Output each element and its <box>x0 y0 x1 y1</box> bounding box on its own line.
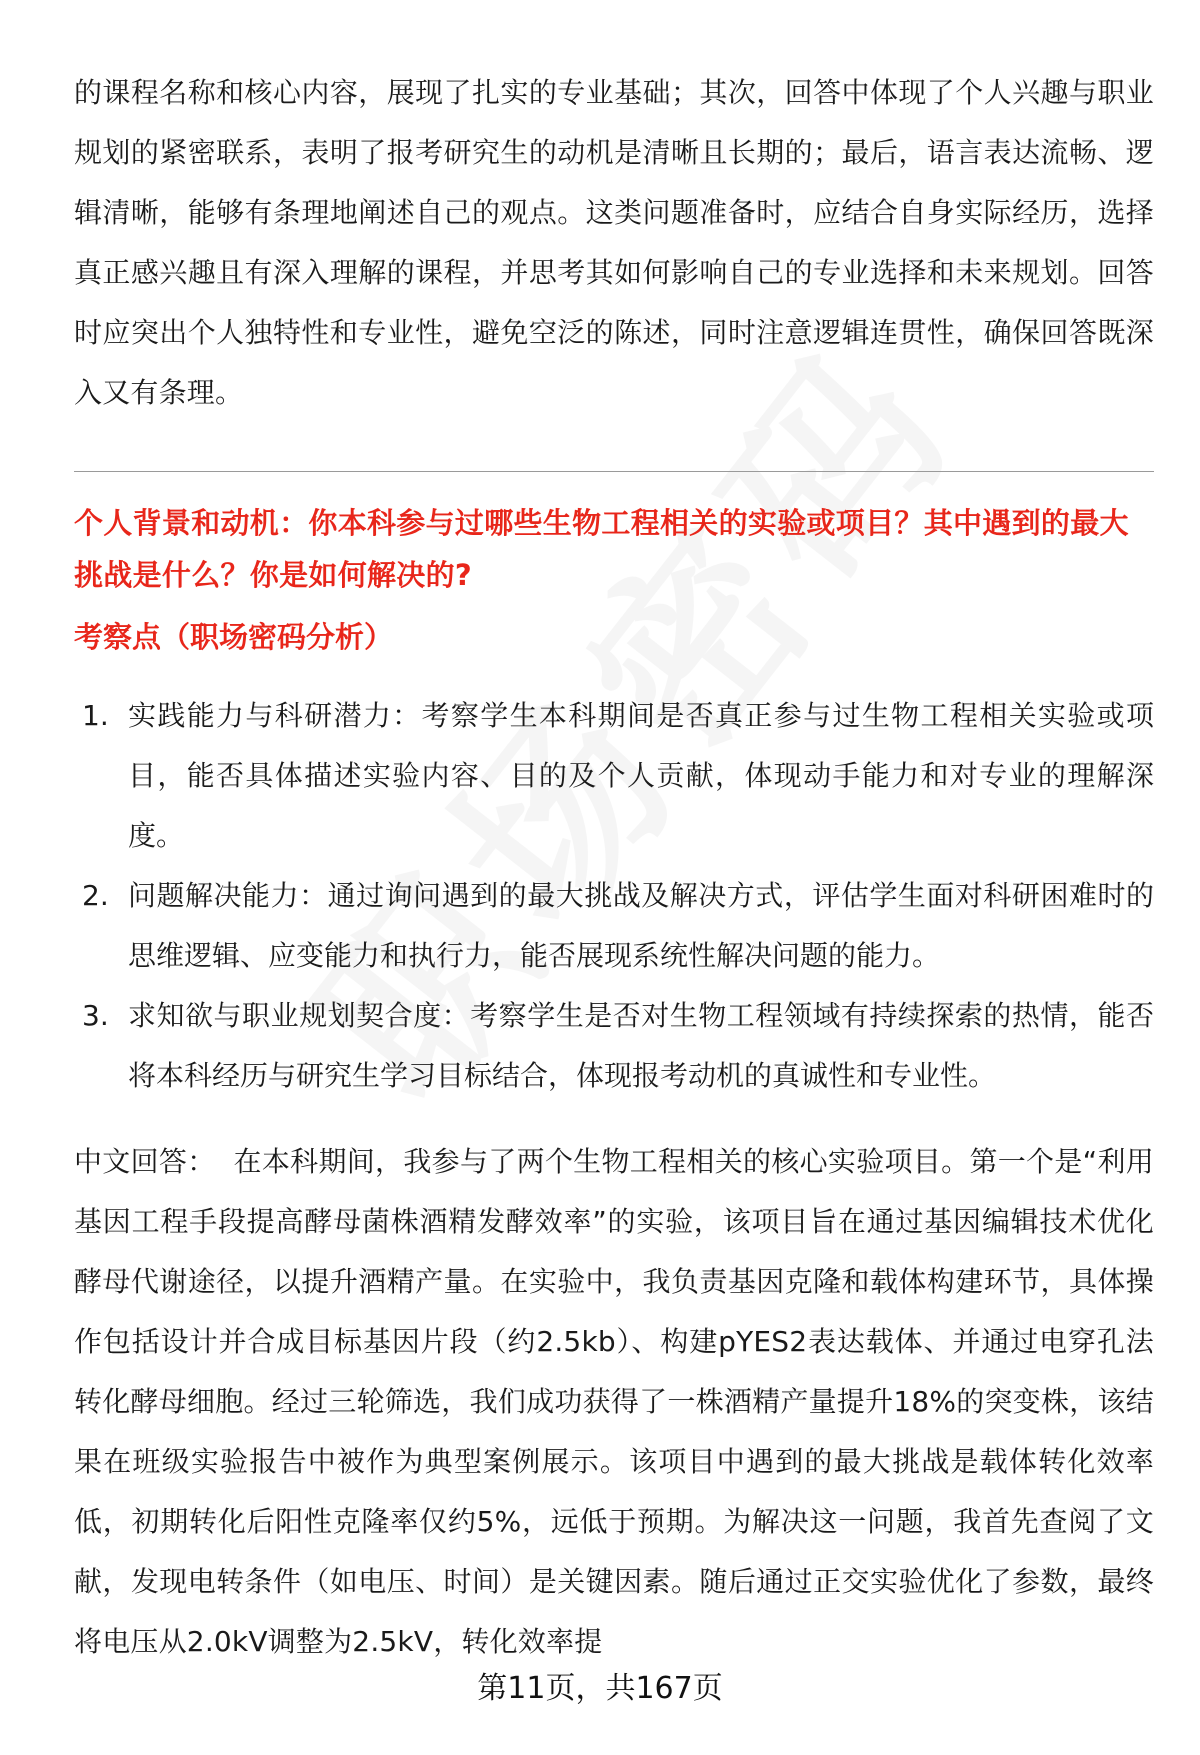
list-item <box>74 866 1154 986</box>
analysis-heading: 考察点（职场密码分析） <box>74 620 394 654</box>
analysis-points-list <box>74 686 1154 1106</box>
list-item <box>74 686 1154 866</box>
answer-label: 中文回答： <box>74 1145 216 1178</box>
list-item-number: 3. <box>82 999 109 1032</box>
section-divider <box>74 471 1154 472</box>
answer-paragraph <box>74 1132 1154 1672</box>
intro-paragraph: 的课程名称和核心内容，展现了扎实的专业基础；其次，回答中体现了个人兴趣与职业规划的紧密联系，表明了报考研究生的动机是清晰且长期的；最后，语言表达流畅、逻辑清晰，能够有条理地阐述自己的观点。这类问题准备时，应结合自身实际经历，选择真正感兴趣且有深入理解的课程，并思考其如何影响自己的专业选择和未来规划。回答时应突出个人独特性和专业性，避免空泛的陈述，同时注意逻辑连贯性，确保回答既深入又有条理。 <box>74 76 1154 409</box>
list-item-text: 实践能力与科研潜力：考察学生本科期间是否真正参与过生物工程相关实验或项目，能否具体描述实验内容、目的及个人贡献，体现动手能力和对专业的理解深度。 <box>128 699 1154 852</box>
list-item-text: 问题解决能力：通过询问遇到的最大挑战及解决方式，评估学生面对科研困难时的思维逻辑、应变能力和执行力，能否展现系统性解决问题的能力。 <box>128 879 1154 972</box>
list-item-text: 求知欲与职业规划契合度：考察学生是否对生物工程领域有持续探索的热情，能否将本科经历与研究生学习目标结合，体现报考动机的真诚性和专业性。 <box>128 999 1154 1092</box>
question-heading: 个人背景和动机：你本科参与过哪些生物工程相关的实验或项目？其中遇到的最大挑战是什么？你是如何解决的? <box>74 506 1129 592</box>
answer-text: 在本科期间，我参与了两个生物工程相关的核心实验项目。第一个是“利用基因工程手段提高酵母菌株酒精发酵效率”的实验，该项目旨在通过基因编辑技术优化酵母代谢途径，以提升酒精产量。在实验中，我负责基因克隆和载体构建环节，具体操作包括设计并合成目标基因片段（约2.5kb）、构建pYES2表达载体、并通过电穿孔法转化酵母细胞。经过三轮筛选，我们成功获得了一株酒精产量提升18%的突变株，该结果在班级实验报告中被作为典型案例展示。该项目中遇到的最大挑战是载体转化效率低，初期转化后阳性克隆率仅约5%，远低于预期。为解决这一问题，我首先查阅了文献，发现电转条件（如电压、时间）是关键因素。随后通过正交实验优化了参数，最终将电压从2.0kV调整为2.5kV，转化效率提 <box>74 1145 1154 1658</box>
list-item-number: 2. <box>82 879 109 912</box>
list-item <box>74 986 1154 1106</box>
page-number: 第11页，共167页 <box>477 1671 723 1706</box>
list-item-number: 1. <box>82 699 109 732</box>
